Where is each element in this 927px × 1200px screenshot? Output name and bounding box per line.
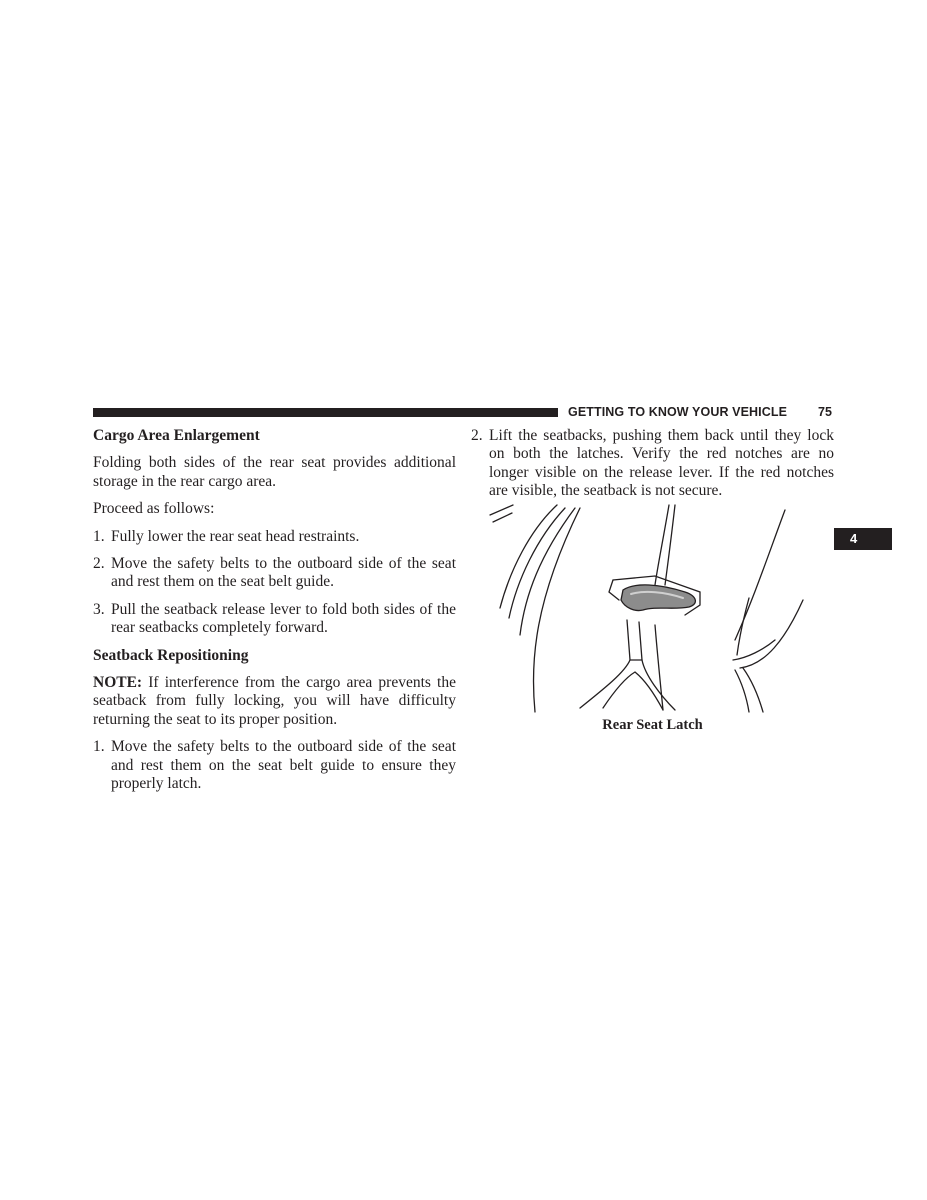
proceed-text: Proceed as follows: [93, 500, 215, 518]
step-text: Pull the seatback release lever to fold both sides of the rear seatbacks completely forward. [111, 600, 456, 637]
note-paragraph [93, 674, 456, 729]
list-item [93, 738, 456, 793]
right-column [471, 427, 834, 510]
step-text: Move the safety belts to the outboard side of the seat and rest them on the seat belt guide. [111, 555, 456, 591]
left-column [93, 427, 456, 803]
step-number: 2. [93, 555, 105, 573]
list-item [93, 528, 456, 546]
list-item [93, 555, 456, 592]
step-number: 2. [471, 427, 483, 444]
section-title: GETTING TO KNOW YOUR VEHICLE [568, 405, 788, 419]
step-text: Fully lower the rear seat head restraints. [111, 527, 360, 545]
step-text: Move the safety belts to the outboard side of the seat and rest them on the seat belt guide to ensure they properly latch. [111, 738, 456, 793]
list-item [93, 601, 456, 638]
rear-seat-latch-illustration [485, 500, 820, 715]
list-item [471, 427, 834, 501]
note-text: If interference from the cargo area prevents the seatback from fully locking, you will have difficulty returning the seat to its proper position. [93, 674, 456, 728]
cargo-heading: Cargo Area Enlargement [93, 427, 260, 444]
latch-drawing [485, 500, 820, 715]
step-number: 1. [93, 527, 105, 545]
chapter-tab: 4 [834, 528, 892, 550]
step-number: 3. [93, 600, 105, 618]
cargo-intro: Folding both sides of the rear seat provides additional storage in the rear cargo area. [93, 454, 456, 490]
page-number: 75 [818, 405, 832, 419]
header-rule [93, 408, 558, 417]
step-text: Lift the seatbacks, pushing them back until they lock on both the latches. Verify the red notches are no longer visible on the release lever. If the red notches are visible, the seatback is not secure. [489, 427, 834, 500]
step-number: 1. [93, 738, 105, 756]
figure-caption: Rear Seat Latch [602, 717, 703, 733]
note-label: NOTE: [93, 674, 143, 692]
reposition-heading: Seatback Repositioning [93, 646, 249, 664]
